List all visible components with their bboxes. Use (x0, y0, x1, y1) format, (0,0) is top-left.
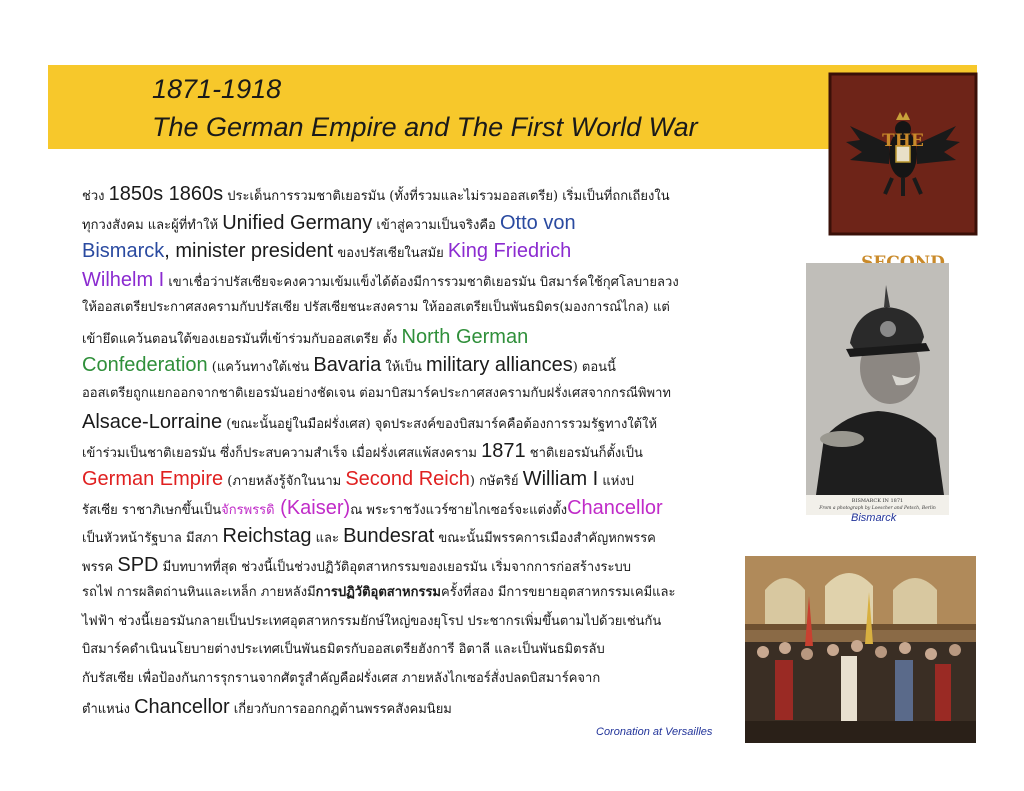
body-line-2: ทุกวงสังคม และผู้ที่ทำให้ Unified Germany เข้าสู่ความเป็นจริงคือ Otto von (82, 211, 576, 234)
coronation-painting (745, 556, 976, 743)
body-line-7: Confederation (แคว้นทางใต้เช่น Bavaria ให้เป็น military alliances) ตอนนี้ (82, 354, 616, 376)
body-line-19: ตำแหน่ง Chancellor เกี่ยวกับการออกกฎต้านพรรคสังคมนิยม (82, 696, 452, 718)
body-line-12: รัสเซีย ราชาภิเษกขึ้นเป็นจักรพรรดิ (Kaiser)ณ พระราชวังแวร์ซายไกเซอร์จะแต่งตั้งChancellor (82, 496, 663, 519)
body-line-5: ให้ออสเตรียประกาศสงครามกับปรัสเซีย ปรัสเซียชนะสงคราม ให้ออสเตรียเป็นพันธมิตร(มองการณ์ไกล) แต่ (82, 300, 670, 315)
portrait-caption: Bismarck (851, 512, 897, 524)
portrait-caption-main: BISMARCK IN 1871 (851, 498, 904, 504)
body-line-18: กับรัสเซีย เพื่อป้องกันการรุกรานจากศัตรูสำคัญคือฝรั่งเศส ภายหลังไกเซอร์สั่งปลดบิสมาร์คจาก (82, 670, 601, 686)
body-line-13: เป็นหัวหน้ารัฐบาล มีสภา Reichstag และ Bundesrat ขณะนั้นมีพรรคการเมืองสำคัญหกพรรค (82, 525, 656, 547)
body-line-9: Alsace-Lorraine (ขณะนั้นอยู่ในมือฝรั่งเศส) จุดประสงค์ของบิสมาร์คคือต้องการรวมรัฐทางใต้ให้ (82, 411, 658, 433)
body-line-10: เข้าร่วมเป็นชาติเยอรมัน ซึ่งก็ประสบความสำเร็จ เมื่อฝรั่งเศสแพ้สงคราม 1871 ชาติเยอรมันก็ตั้งเป็น (82, 439, 643, 462)
book-cover-lettering: THE (882, 131, 924, 151)
portrait-caption-credit: From a photograph by Loescher and Petsch, Berlin (819, 506, 936, 511)
page-title: The German Empire and The First World War (152, 112, 698, 142)
title-years: 1871-1918 (152, 74, 282, 104)
body-line-3: Bismarck, minister president ของปรัสเซียในสมัย King Friedrich (82, 240, 572, 262)
coronation-caption: Coronation at Versailles (596, 726, 713, 738)
body-line-6: เข้ายึดแคว้นตอนใต้ของเยอรมันที่เข้าร่วมกับออสเตรีย ตั้ง North German (82, 325, 529, 348)
body-text (82, 180, 762, 722)
bismarck-portrait (806, 263, 949, 515)
body-line-8: ออสเตรียถูกแยกออกจากชาติเยอรมันอย่างชัดเจน ต่อมาบิสมาร์คประกาศสงครามกับฝรั่งเศสจากกรณีพิพาท (82, 385, 671, 401)
body-line-14: พรรค SPD มีบทบาทที่สุด ช่วงนี้เป็นช่วงปฏิวัติอุตสาหกรรมของเยอรมัน เริ่มจากการก่อสร้างระบบ (82, 553, 631, 576)
body-line-4: Wilhelm I เขาเชื่อว่าปรัสเซียจะคงความเข้มแข็งได้ต้องมีการรวมชาติเยอรมัน บิสมาร์คใช้กุศโลบายลวง (82, 268, 679, 291)
body-line-1: ช่วง 1850s 1860s ประเด็นการรวมชาติเยอรมัน (ทั้งที่รวมและไม่รวมออสเตรีย) เริ่มเป็นที่ถกเถียงใน (82, 183, 670, 205)
book-cover-image (830, 74, 976, 234)
body-line-16: ไฟฟ้า ช่วงนี้เยอรมันกลายเป็นประเทศอุตสาหกรรมยักษ์ใหญ่ของยุโรป ประชากรเพิ่มขึ้นตามไปด้วยเช่นกัน (82, 613, 662, 629)
body-line-17: บิสมาร์คดำเนินนโยบายต่างประเทศเป็นพันธมิตรกับออสเตรียฮังการี อิตาลี และเป็นพันธมิตรลับ (82, 642, 605, 657)
body-line-11: German Empire (ภายหลังรู้จักในนาม Second Reich) กษัตริย์ William I แห่งป (82, 468, 634, 490)
body-line-15: รถไฟ การผลิตถ่านหินและเหล็ก ภายหลังมีการปฏิวัติอุตสาหกรรมครั้งที่สอง มีการขยายอุตสาหกรรมเคมีและ (82, 585, 676, 600)
